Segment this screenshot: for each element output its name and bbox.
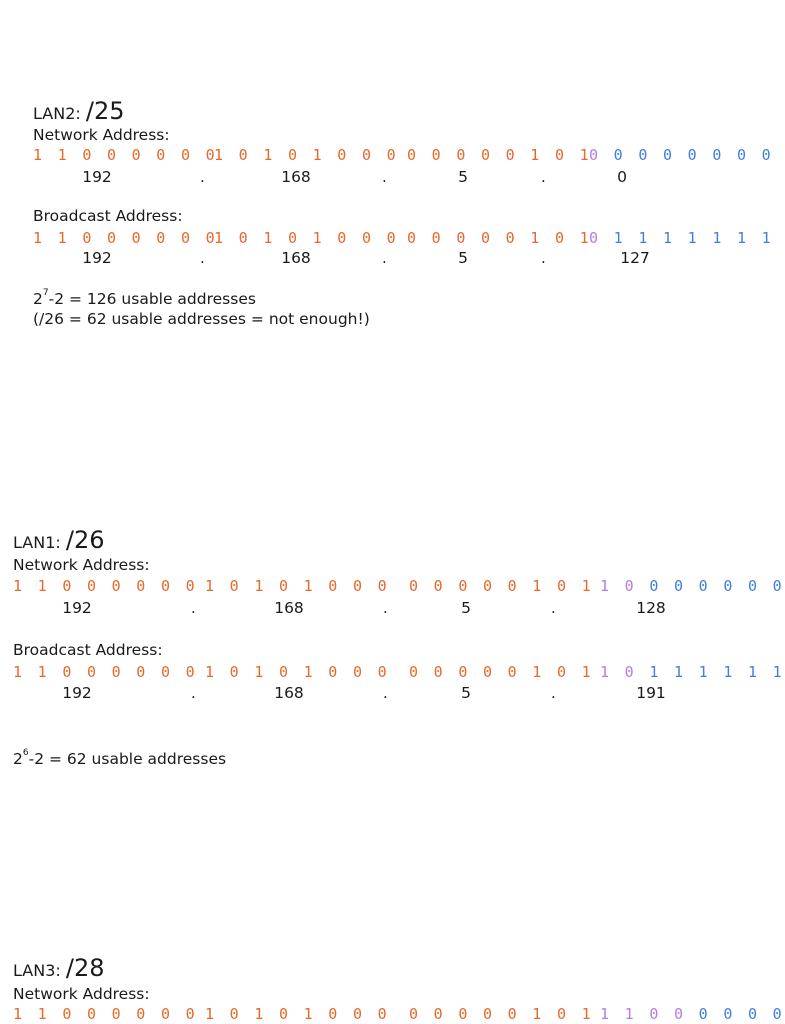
broadcast-decimal-2: 168	[274, 684, 304, 702]
lan2-heading	[33, 97, 124, 125]
dot-separator: .	[541, 249, 546, 267]
network-octet-2-bits: 1 0 1 0 1 0 0 0	[214, 146, 399, 164]
network-decimal-3: 5	[458, 168, 468, 186]
host-rest-bits: 0 0 0 0 0 0	[637, 577, 785, 595]
dot-separator: .	[541, 168, 546, 186]
network-octet-2-bits: 1 0 1 0 1 0 0 0	[205, 1005, 390, 1023]
lan-prefix: /25	[85, 97, 125, 125]
network-decimal-3: 5	[461, 599, 471, 617]
broadcast-octet-4-bits	[600, 663, 785, 681]
broadcast-octet-3-bits: 0 0 0 0 0 1 0 1	[409, 663, 594, 681]
network-decimal-1: 192	[82, 168, 112, 186]
network-octet-3-bits: 0 0 0 0 0 1 0 1	[409, 577, 594, 595]
network-decimal-2: 168	[274, 599, 304, 617]
broadcast-octet-1-bits: 1 1 0 0 0 0 0 0	[33, 229, 218, 247]
network-decimal-4: 0	[617, 168, 627, 186]
host-first-bits: 1 0	[600, 577, 637, 595]
host-first-bits: 0	[589, 146, 602, 164]
host-first-bits: 1 0	[600, 663, 637, 681]
broadcast-decimal-4: 127	[620, 249, 650, 267]
network-octet-4-bits	[600, 577, 785, 595]
network-decimal-1: 192	[62, 599, 92, 617]
network-octet-1-bits: 1 1 0 0 0 0 0 0	[13, 1005, 198, 1023]
note-base: 2	[13, 750, 23, 768]
broadcast-octet-1-bits: 1 1 0 0 0 0 0 0	[13, 663, 198, 681]
broadcast-decimal-1: 192	[62, 684, 92, 702]
broadcast-address-label: Broadcast Address:	[13, 641, 163, 659]
host-rest-bits: 0 0 0 0 0 0 0	[601, 146, 774, 164]
network-octet-2-bits: 1 0 1 0 1 0 0 0	[205, 577, 390, 595]
dot-separator: .	[551, 599, 556, 617]
broadcast-octet-4-bits	[589, 229, 774, 247]
dot-separator: .	[200, 249, 205, 267]
prefix-comparison-note: (/26 = 62 usable addresses = not enough!)	[33, 310, 370, 328]
lan-name: LAN3:	[13, 961, 61, 980]
host-first-bits: 0	[589, 229, 602, 247]
network-decimal-2: 168	[281, 168, 311, 186]
note-exponent: 6	[22, 748, 29, 758]
note-text: -2 = 126 usable addresses	[48, 290, 256, 308]
broadcast-decimal-4: 191	[636, 684, 666, 702]
lan-name: LAN2:	[33, 104, 81, 123]
note-text: -2 = 62 usable addresses	[28, 750, 227, 768]
network-octet-4-bits	[600, 1005, 785, 1023]
broadcast-octet-2-bits: 1 0 1 0 1 0 0 0	[214, 229, 399, 247]
network-address-label: Network Address:	[13, 985, 150, 1003]
usable-addresses-note	[13, 750, 226, 768]
host-rest-bits: 1 1 1 1 1 1 1	[601, 229, 774, 247]
dot-separator: .	[382, 168, 387, 186]
host-rest-bits: 0 0 0 0	[686, 1005, 785, 1023]
network-octet-4-bits	[589, 146, 774, 164]
broadcast-decimal-2: 168	[281, 249, 311, 267]
dot-separator: .	[551, 684, 556, 702]
dot-separator: .	[382, 249, 387, 267]
broadcast-decimal-3: 5	[458, 249, 468, 267]
lan1-heading	[13, 526, 104, 554]
lan-name: LAN1:	[13, 533, 61, 552]
lan3-heading	[13, 954, 104, 982]
network-octet-1-bits: 1 1 0 0 0 0 0 0	[33, 146, 218, 164]
broadcast-address-label: Broadcast Address:	[33, 207, 183, 225]
lan-prefix: /28	[65, 954, 105, 982]
broadcast-decimal-1: 192	[82, 249, 112, 267]
dot-separator: .	[191, 599, 196, 617]
network-address-label: Network Address:	[13, 556, 150, 574]
host-first-bits: 1 1 0 0	[600, 1005, 687, 1023]
dot-separator: .	[383, 684, 388, 702]
lan-prefix: /26	[65, 526, 105, 554]
broadcast-decimal-3: 5	[461, 684, 471, 702]
note-base: 2	[33, 290, 43, 308]
network-decimal-4: 128	[636, 599, 666, 617]
usable-addresses-note	[33, 290, 256, 308]
dot-separator: .	[383, 599, 388, 617]
dot-separator: .	[200, 168, 205, 186]
network-address-label: Network Address:	[33, 126, 170, 144]
note-exponent: 7	[42, 288, 49, 298]
broadcast-octet-2-bits: 1 0 1 0 1 0 0 0	[205, 663, 390, 681]
network-octet-3-bits: 0 0 0 0 0 1 0 1	[409, 1005, 594, 1023]
network-octet-1-bits: 1 1 0 0 0 0 0 0	[13, 577, 198, 595]
dot-separator: .	[191, 684, 196, 702]
network-octet-3-bits: 0 0 0 0 0 1 0 1	[407, 146, 592, 164]
broadcast-octet-3-bits: 0 0 0 0 0 1 0 1	[407, 229, 592, 247]
host-rest-bits: 1 1 1 1 1 1	[637, 663, 785, 681]
